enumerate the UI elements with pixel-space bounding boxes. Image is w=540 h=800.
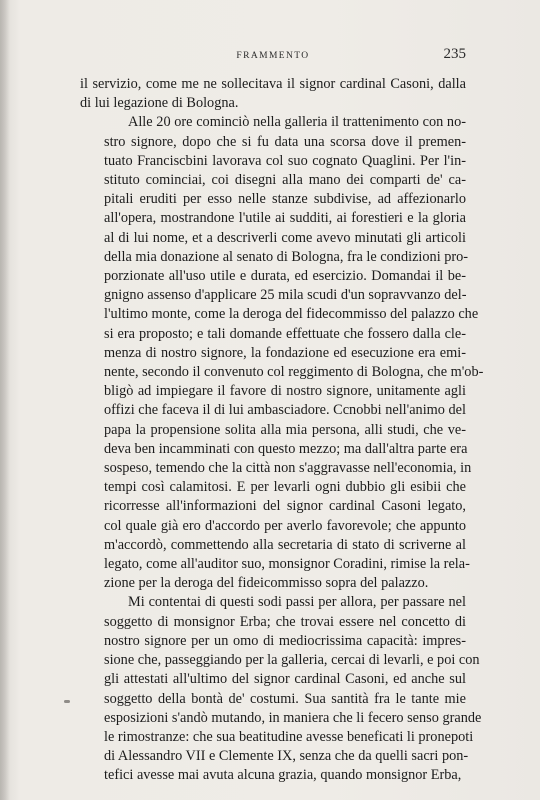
text-line: sione che, passeggiando per la galleria, cercai di levarli, e poi con — [104, 652, 480, 669]
paragraph — [80, 113, 484, 593]
text-line: soggetto di monsignor Erba; che trovai essere nel concetto di — [104, 613, 466, 630]
text-line: tempi così calamitosi. E per levarli ogni dubbio gli esibii che — [104, 479, 466, 496]
text-line: m'accordò, commettendo alla secretaria di stato di scriverne al — [104, 536, 466, 553]
text-line: della mia donazione al senato di Bologna, fra le condizioni pro- — [104, 248, 469, 265]
text-line: gli attestati all'ultimo del signor cardinal Casoni, ed anche sul — [104, 671, 466, 688]
ink-mark — [64, 700, 70, 703]
page-number: 235 — [443, 46, 466, 62]
gutter-shadow — [0, 0, 10, 800]
text-line: di lui legazione di Bologna. — [80, 95, 239, 112]
text-line: nostro signore per un omo di mediocrissima capacità: impres- — [104, 632, 466, 649]
text-line: di Alessandro VII e Clemente IX, senza che da quelli sacri pon- — [104, 748, 469, 765]
text-line: all'opera, mostrandone l'utile ai sudditi, ai forestieri e la gloria — [104, 210, 466, 227]
text-line: legato, come all'auditor suo, monsignor Coradini, rimise la rela- — [104, 556, 470, 573]
text-line: stro signore, dopo che si fu data una scorsa dove il premen- — [104, 133, 466, 150]
text-line: gnigno assenso d'applicare 25 mila scudi d'un sopravvanzo del- — [104, 287, 467, 304]
text-line: col quale già ero d'accordo per averlo favorevole; che appunto — [104, 517, 466, 534]
body-text — [80, 75, 484, 786]
text-line: si era proposto; e tali domande effettuate che fossero dalla cle- — [104, 325, 466, 342]
text-line: tuato Franciscbini lavorava col suo cognato Quaglini. Per l'in- — [104, 152, 466, 169]
text-line: stituto cominciai, coi disegni alla mano dei comparti de' ca- — [104, 172, 466, 189]
text-line: esposizioni s'andò mutando, in maniera che li fecero senso grande — [104, 709, 482, 726]
page-header — [80, 46, 466, 66]
text-line: porzionate all'uso utile e durata, ed esercizio. Domandai il be- — [104, 268, 466, 285]
text-line: menza di nostro signore, la fondazione ed esecuzione era emi- — [104, 344, 466, 361]
running-title: FRAMMENTO — [236, 51, 310, 61]
text-line: tefici avesse mai avuta alcuna grazia, quando monsignor Erba, — [104, 767, 462, 784]
text-line: le rimostranze: che sua beatitudine avesse beneficati li pronepoti — [104, 728, 474, 745]
text-line: papa la propensione solita alla mia persona, alli studi, che ve- — [104, 421, 466, 438]
text-line: offizi che faceva il di lui ambasciadore. Ccnobbi nell'animo del — [104, 402, 466, 419]
paragraph — [80, 75, 466, 113]
text-line: Alle 20 ore cominciò nella galleria il trattenimento con no- — [128, 114, 466, 131]
text-line: bligò ad impiegare il favore di nostro signore, unitamente agli — [104, 383, 466, 400]
text-line: soggetto della bontà de' costumi. Sua santità fra le tante mie — [104, 690, 466, 707]
text-line: Mi contentai di questi sodi passi per allora, per passare nel — [128, 594, 466, 611]
text-line: zione per la deroga del fideicommisso sopra del palazzo. — [104, 575, 429, 592]
paragraph — [80, 593, 482, 785]
text-line: nente, secondo il convenuto col reggimento di Bologna, che m'ob- — [104, 364, 484, 381]
text-line: ricorresse all'informazioni del signor cardinal Casoni legato, — [104, 498, 466, 515]
text-line: sospeso, temendo che la città non s'aggravasse nell'economia, in — [104, 460, 472, 477]
text-line: al di lui nome, et a descriverli come avevo minutati gli articoli — [104, 229, 466, 246]
text-line: deva ben incamminati con questo mezzo; ma dall'altra parte era — [104, 440, 468, 457]
text-line: l'ultimo monte, come la deroga del fidecommisso del palazzo che — [104, 306, 479, 323]
text-line: il servizio, come me ne sollecitava il signor cardinal Casoni, dalla — [80, 76, 466, 92]
text-line: pitali eruditi per esso nelle stanze subdivise, ad affezionarlo — [104, 191, 466, 208]
